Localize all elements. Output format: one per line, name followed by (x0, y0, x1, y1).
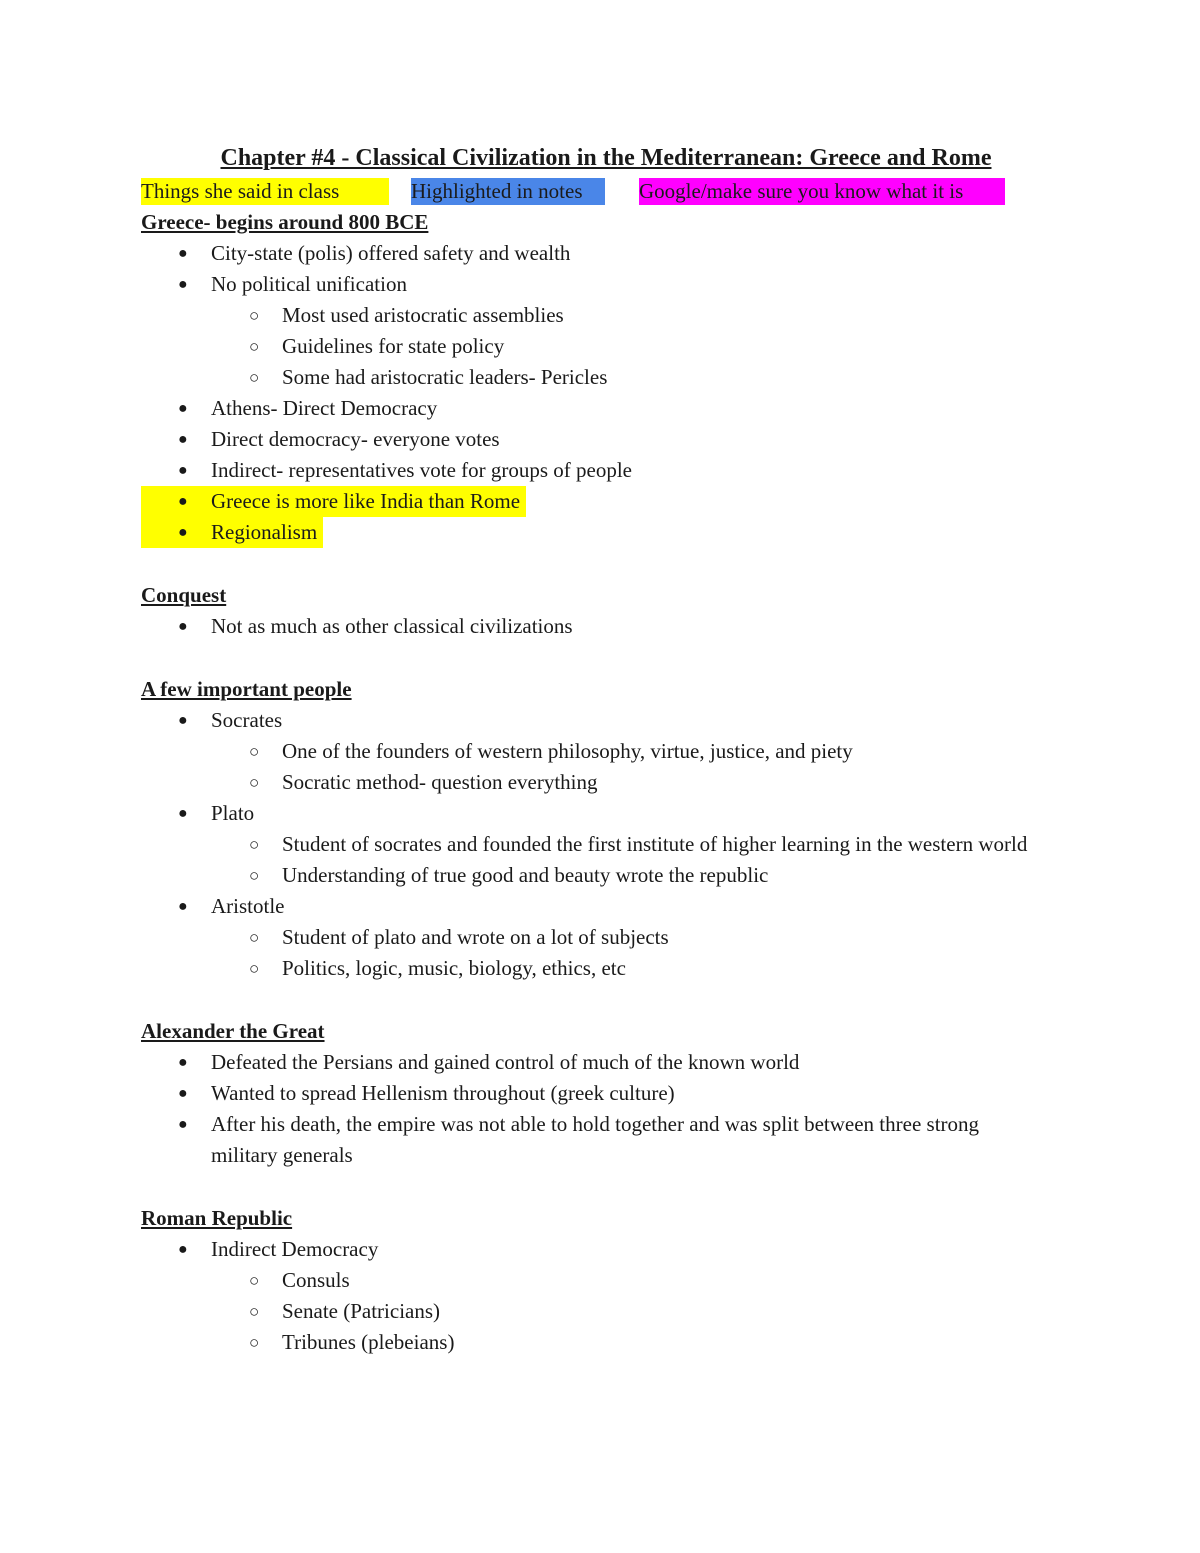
list-item (141, 238, 1071, 269)
hollow-bullet-icon: ○ (249, 337, 260, 356)
sub-list-item-text: Socratic method- question everything (282, 770, 598, 794)
hollow-bullet-icon: ○ (249, 1333, 260, 1352)
sub-list-item (141, 362, 1071, 393)
list-item (141, 1109, 1071, 1171)
highlight-said-in-class (141, 517, 323, 548)
list-item (141, 393, 1071, 424)
hollow-bullet-icon: ○ (249, 742, 260, 761)
hollow-bullet-icon: ○ (249, 1271, 260, 1290)
hollow-bullet-icon: ○ (249, 368, 260, 387)
hollow-bullet-icon: ○ (249, 773, 260, 792)
list-item-text: Aristotle (211, 894, 285, 918)
list-item-text: Plato (211, 801, 255, 825)
sub-list-item (141, 953, 1071, 984)
bullet-icon: ● (178, 618, 188, 635)
sub-list-item (141, 860, 1071, 891)
hollow-bullet-icon: ○ (249, 928, 260, 947)
sub-list-item (141, 736, 1071, 767)
sub-list-item-text: Senate (Patricians) (282, 1299, 441, 1323)
list-item-text: Direct democracy- everyone votes (211, 427, 500, 451)
list-item (141, 1234, 1071, 1358)
bullet-icon: ● (178, 805, 188, 822)
list-item (141, 455, 1071, 486)
hollow-bullet-icon: ○ (249, 866, 260, 885)
bullet-icon: ● (178, 493, 188, 510)
bullet-icon: ● (178, 1241, 188, 1258)
hollow-bullet-icon: ○ (249, 959, 260, 978)
spacer (141, 642, 1071, 674)
list-item-text: Indirect Democracy (211, 1237, 379, 1261)
hollow-bullet-icon: ○ (249, 835, 260, 854)
list-item-text: Socrates (211, 708, 283, 732)
sub-list-item-text: Tribunes (plebeians) (282, 1330, 455, 1354)
sub-list (211, 736, 1071, 798)
bullet-icon: ● (178, 712, 188, 729)
bullet-icon: ● (178, 431, 188, 448)
section-heading-people: A few important people (141, 677, 352, 701)
sub-list (211, 829, 1071, 891)
highlight-said-in-class (141, 486, 526, 517)
highlighted-list-item (141, 517, 1071, 548)
list-item (141, 424, 1071, 455)
list-item-text: Not as much as other classical civilizations (211, 614, 573, 638)
sub-list-item-text: Student of plato and wrote on a lot of subjects (282, 925, 669, 949)
sub-list-item-text: Understanding of true good and beauty wrote the republic (282, 863, 769, 887)
section-heading-conquest: Conquest (141, 583, 227, 607)
section-heading-greece: Greece- begins around 800 BCE (141, 210, 429, 234)
list-item-text: Athens- Direct Democracy (211, 396, 438, 420)
list-item (141, 611, 1071, 642)
spacer (141, 984, 1071, 1016)
page-title: Chapter #4 - Classical Civilization in the Mediterranean: Greece and Rome (220, 145, 992, 171)
list-item-text: Greece is more like India than Rome (211, 489, 521, 513)
bullet-icon: ● (178, 276, 188, 293)
conquest-list (141, 611, 1071, 642)
sub-list-item (141, 922, 1071, 953)
sub-list-item (141, 300, 1071, 331)
notes-page (141, 140, 1071, 1358)
sub-list (211, 922, 1071, 984)
bullet-icon: ● (178, 400, 188, 417)
sub-list-item (141, 1327, 1071, 1358)
sub-list-item (141, 331, 1071, 362)
highlighted-list-item (141, 486, 1071, 517)
list-item (141, 1078, 1071, 1109)
list-item-text: After his death, the empire was not able to hold together and was split between three strong military generals (211, 1112, 980, 1167)
bullet-icon: ● (178, 1054, 188, 1071)
section-heading-rome: Roman Republic (141, 1206, 293, 1230)
list-item-text: City-state (polis) offered safety and wealth (211, 241, 571, 265)
people-list (141, 705, 1071, 984)
sub-list (211, 300, 1071, 393)
list-item (141, 269, 1071, 393)
bullet-icon: ● (178, 1116, 188, 1133)
legend-said-in-class: Things she said in class (141, 178, 389, 205)
alexander-list (141, 1047, 1071, 1171)
list-item-text: Indirect- representatives vote for groups of people (211, 458, 633, 482)
list-item-text: Regionalism (211, 520, 318, 544)
hollow-bullet-icon: ○ (249, 306, 260, 325)
list-item (141, 705, 1071, 798)
list-item (141, 891, 1071, 984)
legend-google: Google/make sure you know what it is (639, 178, 1005, 205)
hollow-bullet-icon: ○ (249, 1302, 260, 1321)
bullet-icon: ● (178, 462, 188, 479)
list-item (141, 1047, 1071, 1078)
sub-list-item-text: Most used aristocratic assemblies (282, 303, 564, 327)
sub-list-item (141, 767, 1071, 798)
list-item-text: No political unification (211, 272, 407, 296)
sub-list-item-text: One of the founders of western philosophy, virtue, justice, and piety (282, 739, 853, 763)
legend-highlighted-in-notes: Highlighted in notes (411, 178, 605, 205)
spacer (141, 1171, 1071, 1203)
color-legend (141, 176, 1071, 207)
sub-list-item (141, 1265, 1071, 1296)
list-item (141, 798, 1071, 891)
sub-list-item-text: Guidelines for state policy (282, 334, 505, 358)
bullet-icon: ● (178, 1085, 188, 1102)
greece-list (141, 238, 1071, 548)
list-item-text: Defeated the Persians and gained control of much of the known world (211, 1050, 800, 1074)
sub-list-item-text: Some had aristocratic leaders- Pericles (282, 365, 608, 389)
section-heading-alexander: Alexander the Great (141, 1019, 325, 1043)
rome-list (141, 1234, 1071, 1358)
bullet-icon: ● (178, 524, 188, 541)
list-item-text: Wanted to spread Hellenism throughout (greek culture) (211, 1081, 675, 1105)
bullet-icon: ● (178, 245, 188, 262)
sub-list-item-text: Politics, logic, music, biology, ethics, etc (282, 956, 626, 980)
sub-list-item (141, 1296, 1071, 1327)
sub-list-item-text: Student of socrates and founded the first institute of higher learning in the western world (282, 832, 1028, 856)
sub-list-item-text: Consuls (282, 1268, 350, 1292)
spacer (141, 548, 1071, 580)
bullet-icon: ● (178, 898, 188, 915)
sub-list (211, 1265, 1071, 1358)
sub-list-item (141, 829, 1071, 860)
